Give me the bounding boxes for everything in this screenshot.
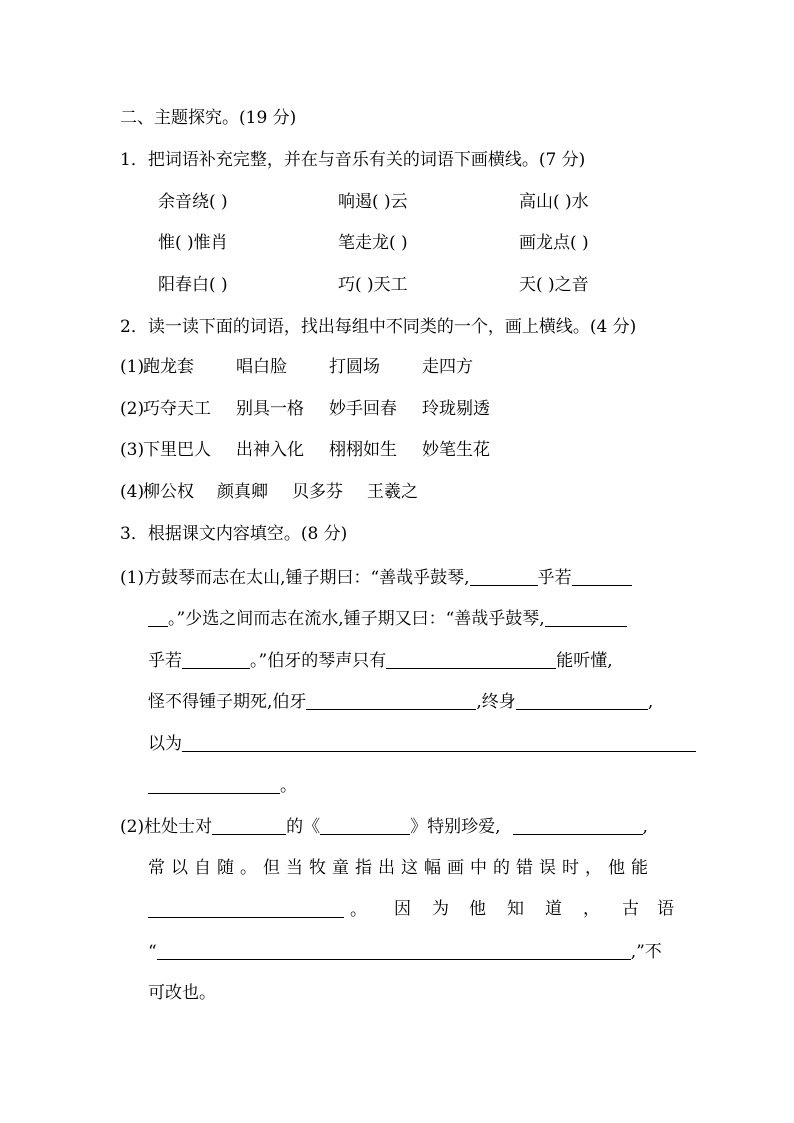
q2-word: 妙笔生花 [422,440,490,460]
q3-p1-text: (1)方鼓琴而志在太山,锺子期曰：“善哉乎鼓琴, [120,568,470,588]
q3-p2-char: 语 [657,899,674,919]
q3-p2-line2: 常以自随。但当牧童指出这幅画中的错误时，他能 [148,858,654,878]
q3-p2-text: 。 [350,900,367,920]
q3-p1-text: 能听懂, [556,651,613,671]
answer-blank[interactable] [572,567,632,586]
q3-p1-text: 乎若 [537,568,572,588]
q2-word: 跑龙套 [143,357,194,377]
q2-word: 走四方 [422,357,473,377]
q3-p1-line5 [148,733,696,754]
q3-p1-text: ,终身 [476,692,516,712]
answer-blank[interactable] [182,650,250,669]
answer-blank[interactable] [306,691,476,710]
q2-word: 出神入化 [236,440,304,460]
answer-blank[interactable] [386,650,556,669]
q2-word: 柳公权 [143,482,194,502]
q3-p1-text: 怪不得锺子期死,伯牙 [148,692,307,712]
q1-item: 笔走龙( ) [338,233,408,253]
q3-p1-line1 [120,567,632,588]
answer-blank[interactable] [320,816,410,835]
q3-p1-text: , [647,692,654,712]
q3-p1-text: 。”少选之间而志在流水,锺子期又曰：“善哉乎鼓琴, [168,609,545,629]
answer-blank[interactable] [148,899,344,918]
q1-prompt: 1．把词语补充完整，并在与音乐有关的词语下画横线。(7 分) [120,150,586,170]
q2-word: 别具一格 [236,399,304,419]
q2-prompt: 2．读一读下面的词语，找出每组中不同类的一个，画上横线。(4 分) [120,317,637,337]
section-title: 二、主题探究。(19 分) [120,108,297,128]
q1-item: 巧( )天工 [338,275,408,295]
q3-p2-char: 知 [507,899,524,919]
q3-p1-line2 [148,608,627,629]
q1-item: 惟( )惟肖 [158,233,228,253]
q3-p2-char: 道 [545,899,562,919]
q1-item: 高山( )水 [519,192,589,212]
q3-p2-char: 古 [622,899,639,919]
q2-word: 贝多芬 [292,482,343,502]
q3-p1-line6 [148,775,297,796]
q2-word: 唱白脸 [236,357,287,377]
q2-word: 巧夺天工 [143,399,211,419]
q3-p2-char: 他 [469,899,486,919]
q3-p1-text: 。 [280,776,297,796]
q3-p1-text: 。”伯牙的琴声只有 [250,651,387,671]
q3-p1-text: 乎若 [148,651,182,671]
q3-p2-text: ,”不 [630,942,662,962]
q3-p2-char: 因 [394,899,411,919]
q2-group-number: (1) [120,357,145,377]
q3-p2-line1 [120,816,648,837]
q2-word: 颜真卿 [217,482,268,502]
q3-p2-line5: 可改也。 [148,983,216,1003]
q3-p2-text: “ [148,942,157,962]
q3-p1-line4 [148,691,653,712]
q3-p1-line3 [148,650,613,671]
q3-p2-text: , [642,817,648,837]
q3-p2-line3 [148,899,367,920]
q3-p2-text: 的《 [286,817,321,837]
q2-word: 栩栩如生 [329,440,397,460]
answer-blank[interactable] [513,816,643,835]
q2-group-number: (3) [120,440,145,460]
answer-blank[interactable] [470,567,538,586]
q2-word: 玲珑剔透 [422,399,490,419]
q2-word: 王羲之 [367,482,418,502]
q3-p2-char: ， [583,899,600,919]
answer-blank[interactable] [545,608,627,627]
answer-blank[interactable] [212,816,286,835]
q1-item: 响遏( )云 [338,192,408,212]
q3-prompt: 3．根据课文内容填空。(8 分) [120,524,348,544]
q1-item: 阳春白( ) [158,275,228,295]
q2-word: 打圆场 [329,357,380,377]
q3-p1-text: 以为 [148,734,182,754]
q2-group-number: (4) [120,482,145,502]
answer-blank[interactable] [516,691,648,710]
answer-blank[interactable] [148,775,280,794]
q2-word: 妙手回春 [329,399,397,419]
answer-blank[interactable] [157,941,631,960]
q1-item: 余音绕( ) [158,192,228,212]
q3-p2-char: 为 [432,899,449,919]
q1-item: 天( )之音 [519,275,589,295]
q3-p2-text: (2)杜处士对 [120,817,213,837]
answer-blank[interactable] [182,733,696,752]
q3-p2-line4 [148,941,662,962]
q2-group-number: (2) [120,399,145,419]
q2-word: 下里巴人 [143,440,211,460]
q1-item: 画龙点( ) [519,233,589,253]
answer-blank[interactable] [148,608,168,627]
q3-p2-text: 》特别珍爱, [410,817,501,837]
